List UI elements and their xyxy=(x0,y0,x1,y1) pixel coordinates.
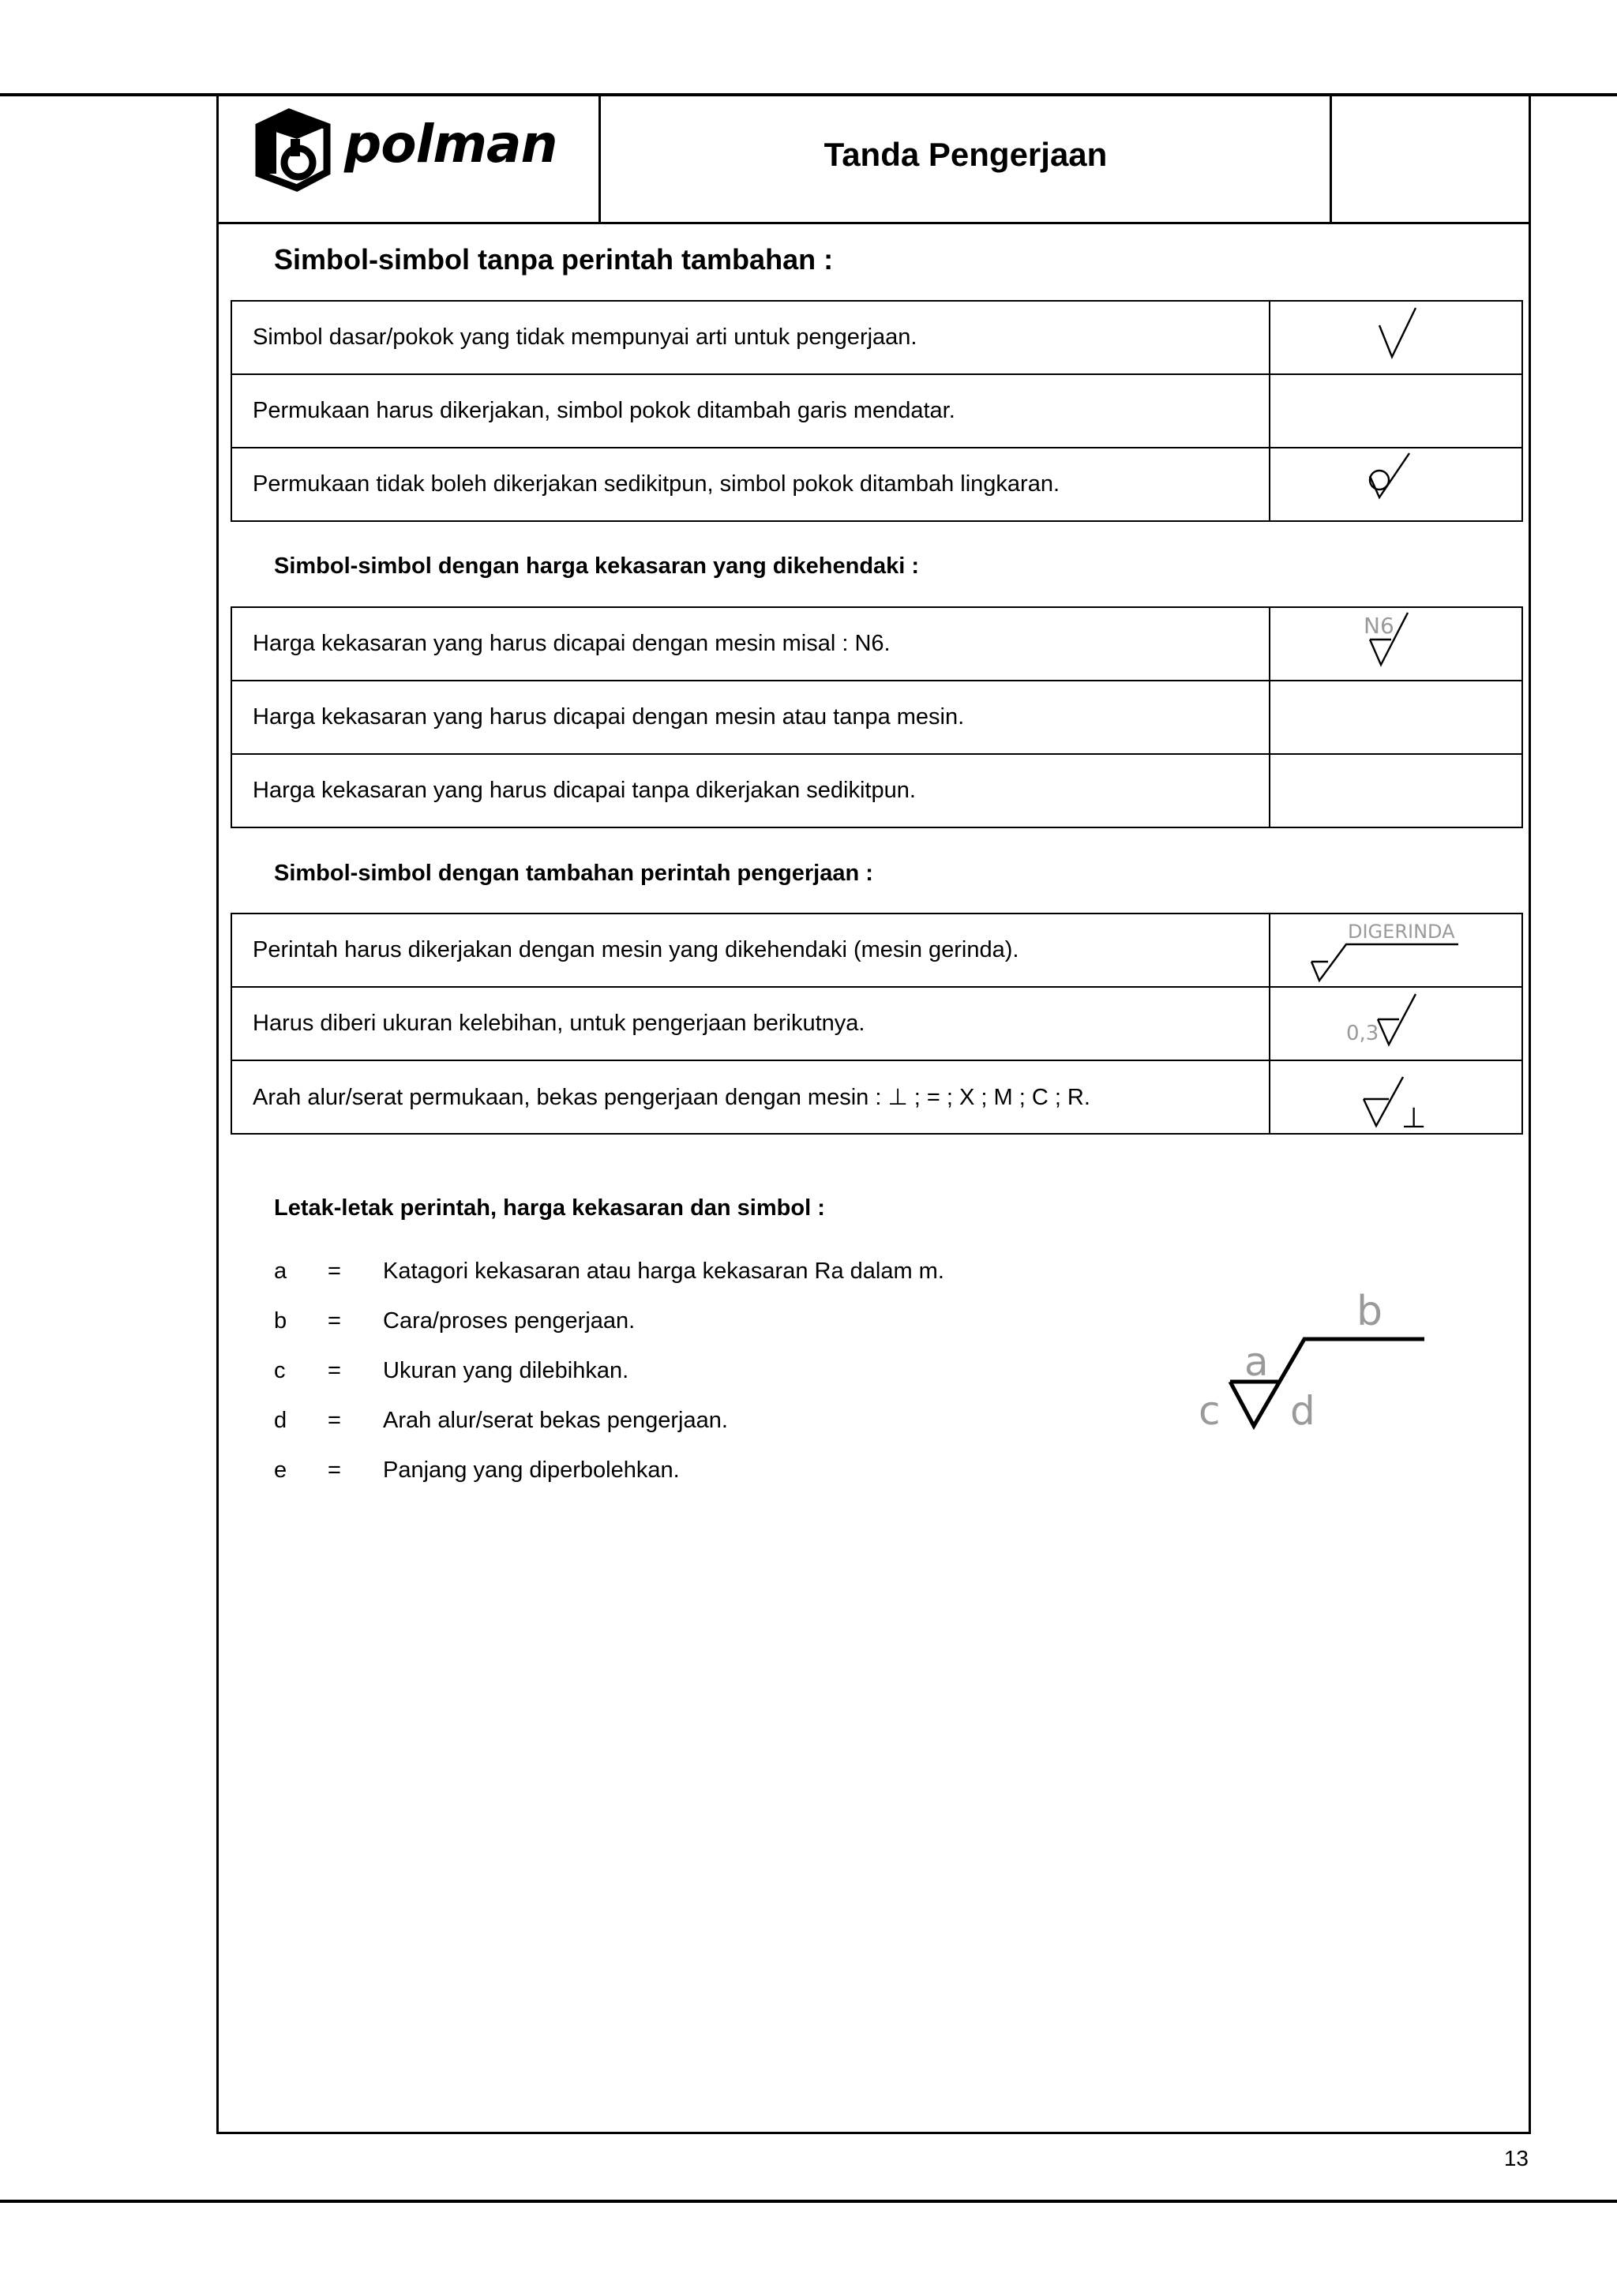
symbol-cell xyxy=(1270,914,1522,987)
symbol-cell xyxy=(1270,448,1522,521)
legend-equals: = xyxy=(328,1408,341,1433)
table-row xyxy=(231,754,1522,827)
legend-equals: = xyxy=(328,1259,341,1284)
symbol-cell xyxy=(1270,1060,1522,1134)
row-description: Harga kekasaran yang harus dicapai dengan mesin misal : N6. xyxy=(231,607,1270,681)
lay-symbol-icon xyxy=(1270,1061,1521,1136)
row-description: Perintah harus dikerjakan dengan mesin yang dikehendaki (mesin gerinda). xyxy=(231,914,1270,987)
row-description: Permukaan harus dikerjakan, simbol pokok ditambah garis mendatar. xyxy=(231,374,1270,448)
table-row xyxy=(231,448,1522,521)
legend-description: Arah alur/serat bekas pengerjaan. xyxy=(383,1408,728,1433)
row-description: Harus diberi ukuran kelebihan, untuk pengerjaan berikutnya. xyxy=(231,987,1270,1060)
table-row xyxy=(231,607,1522,681)
legend-description: Katagori kekasaran atau harga kekasaran Ra dalam m. xyxy=(383,1259,944,1284)
frame-left-border xyxy=(216,93,219,2134)
roughness-label: N6 xyxy=(1364,613,1394,639)
legend-key: e xyxy=(274,1458,287,1483)
section-2-table xyxy=(231,606,1523,828)
logo-wordmark: polman xyxy=(344,114,557,174)
table-row xyxy=(231,914,1522,987)
row-description: Simbol dasar/pokok yang tidak mempunyai arti untuk pengerjaan. xyxy=(231,301,1270,374)
diagram-label-c: c xyxy=(1199,1388,1221,1434)
diagram-label-b: b xyxy=(1356,1288,1383,1335)
section-3-heading: Simbol-simbol dengan tambahan perintah pengerjaan : xyxy=(274,861,873,886)
legend-key: b xyxy=(274,1308,287,1334)
machined-symbol-icon xyxy=(1270,608,1521,683)
allowance-symbol-icon xyxy=(1270,988,1521,1063)
section-1-heading: Simbol-simbol tanpa perintah tambahan : xyxy=(274,243,834,276)
header-divider-2 xyxy=(1330,93,1332,223)
section-2-heading: Simbol-simbol dengan harga kekasaran yang dikehendaki : xyxy=(274,553,920,579)
page-title: Tanda Pengerjaan xyxy=(824,136,1108,173)
diagram-label-a: a xyxy=(1244,1339,1269,1385)
allowance-label: 0,3 xyxy=(1346,1022,1379,1045)
diagram-label-d: d xyxy=(1290,1388,1315,1434)
legend-key: c xyxy=(274,1358,286,1383)
row-description: Harga kekasaran yang harus dicapai tanpa dikerjakan sedikitpun. xyxy=(231,754,1270,827)
table-row xyxy=(231,681,1522,754)
header-bottom-border xyxy=(216,222,1531,224)
table-row xyxy=(231,987,1522,1060)
top-rule xyxy=(0,93,1617,96)
lay-direction-label: ⊥ xyxy=(1401,1102,1427,1135)
circle-symbol-icon xyxy=(1270,448,1521,523)
process-symbol-icon xyxy=(1270,914,1521,989)
table-row xyxy=(231,301,1522,374)
page-number: 13 xyxy=(1503,2146,1529,2170)
section-1-table xyxy=(231,300,1523,522)
symbol-position-diagram xyxy=(1184,1279,1437,1437)
frame-right-border xyxy=(1529,93,1531,2134)
legend-description: Cara/proses pengerjaan. xyxy=(383,1308,636,1334)
table-row xyxy=(231,374,1522,448)
frame-bottom-border xyxy=(216,2132,1531,2134)
legend-key: d xyxy=(274,1408,287,1433)
symbol-cell xyxy=(1270,681,1522,754)
section-3-table xyxy=(231,913,1523,1135)
legend-equals: = xyxy=(328,1358,341,1383)
legend-description: Panjang yang diperbolehkan. xyxy=(383,1458,680,1483)
legend-equals: = xyxy=(328,1308,341,1334)
row-description: Harga kekasaran yang harus dicapai dengan mesin atau tanpa mesin. xyxy=(231,681,1270,754)
symbol-cell xyxy=(1270,301,1522,374)
table-row xyxy=(231,1060,1522,1134)
legend-description: Ukuran yang dilebihkan. xyxy=(383,1358,629,1383)
process-label: DIGERINDA xyxy=(1348,921,1455,943)
bottom-rule xyxy=(0,2200,1617,2203)
symbol-cell xyxy=(1270,607,1522,681)
legend-key: a xyxy=(274,1259,287,1284)
symbol-cell xyxy=(1270,987,1522,1060)
symbol-cell xyxy=(1270,754,1522,827)
legend-equals: = xyxy=(328,1458,341,1483)
row-description: Arah alur/serat permukaan, bekas pengerjaan dengan mesin : ⊥ ; = ; X ; M ; C ; R. xyxy=(231,1060,1270,1134)
polman-logo-icon xyxy=(242,103,344,197)
row-description: Permukaan tidak boleh dikerjakan sedikitpun, simbol pokok ditambah lingkaran. xyxy=(231,448,1270,521)
symbol-cell xyxy=(1270,374,1522,448)
legend-heading: Letak-letak perintah, harga kekasaran dan simbol : xyxy=(274,1195,825,1221)
basic-symbol-icon xyxy=(1270,302,1521,377)
